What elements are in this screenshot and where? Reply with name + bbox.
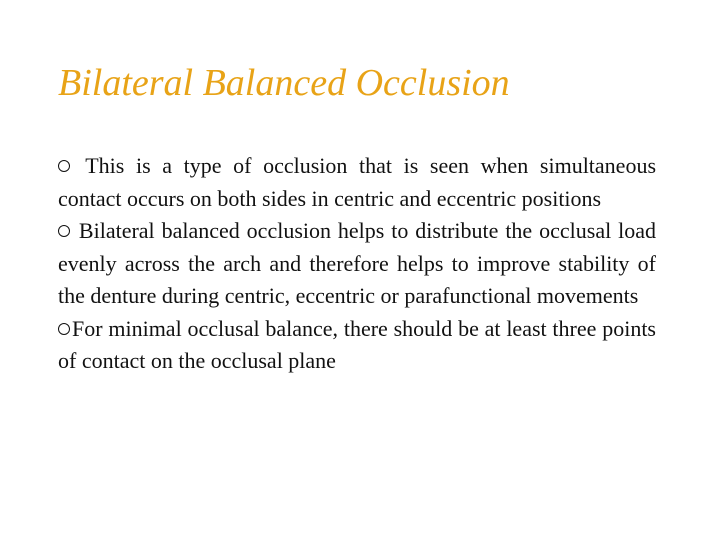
circle-bullet-icon <box>58 323 70 335</box>
bullet-item <box>58 313 656 378</box>
bullet-text: For minimal occlusal balance, there should be at least three points of contact on the occlusal plane <box>58 315 656 373</box>
circle-bullet-icon <box>58 160 70 172</box>
bullet-list <box>58 150 656 378</box>
bullet-item <box>58 150 656 215</box>
circle-bullet-icon <box>58 225 70 237</box>
bullet-text: Bilateral balanced occlusion helps to distribute the occlusal load evenly across the arch and therefore helps to improve stability of the denture during centric, eccentric or parafunctional movements <box>58 218 656 308</box>
bullet-item <box>58 215 656 313</box>
bullet-text: This is a type of occlusion that is seen when simultaneous contact occurs on both sides in centric and eccentric positions <box>58 153 657 211</box>
slide-title: Bilateral Balanced Occlusion <box>58 62 510 104</box>
